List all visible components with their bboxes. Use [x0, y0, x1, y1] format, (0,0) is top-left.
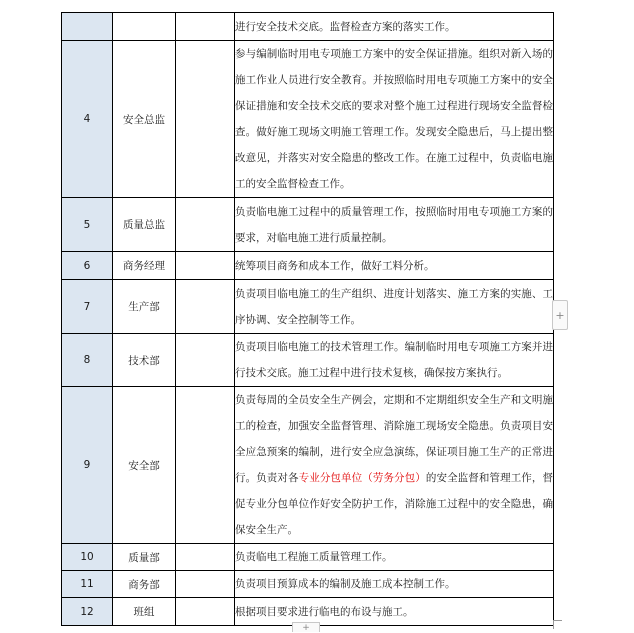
row-number: 7 — [62, 280, 113, 334]
duty-text: 根据项目要求进行临电的布设与施工。 — [235, 598, 554, 626]
highlighted-subcontractor-text: 专业分包单位（劳务分包） — [298, 472, 426, 484]
empty-cell — [176, 571, 235, 598]
table-row — [62, 387, 554, 544]
duty-text: 负责项目预算成本的编制及施工成本控制工作。 — [235, 571, 554, 598]
row-number: 9 — [62, 387, 113, 544]
department-name: 质量部 — [113, 544, 176, 571]
empty-cell — [176, 13, 235, 41]
duty-text: 参与编制临时用电专项施工方案中的安全保证措施。组织对新入场的施工作业人员进行安全教育。并按照临时用电专项施工方案中的安全保证措施和安全技术交底的要求对整个施工过程进行现场安全监督检查。做好施工现场文明施工管理工作。发现安全隐患后，马上提出整改意见，并落实对安全隐患的整改工作。在施工过程中，负责临电施工的安全监督检查工作。 — [235, 41, 554, 198]
row-number: 12 — [62, 598, 113, 626]
row-number: 8 — [62, 334, 113, 387]
empty-cell — [176, 41, 235, 198]
empty-cell — [176, 544, 235, 571]
table-row — [62, 280, 554, 334]
duty-text-part: 的安全监督和管理工作，督促专业分包单位作好安全防护工作，消除施工过程中的安全隐患，确保安全生产。 — [235, 472, 554, 536]
empty-cell — [176, 280, 235, 334]
department-name: 技术部 — [113, 334, 176, 387]
duty-text: 进行安全技术交底。监督检查方案的落实工作。 — [235, 13, 554, 41]
duty-text: 负责项目临电施工的生产组织、进度计划落实、施工方案的实施、工序协调、安全控制等工作。 — [235, 280, 554, 334]
duty-text: 负责项目临电施工的技术管理工作。编制临时用电专项施工方案并进行技术交底。施工过程中进行技术复核，确保按方案执行。 — [235, 334, 554, 387]
table-row — [62, 571, 554, 598]
department-name — [113, 13, 176, 41]
add-row-handle[interactable]: + — [552, 300, 568, 330]
department-name: 安全部 — [113, 387, 176, 544]
row-number: 5 — [62, 198, 113, 252]
responsibility-table — [61, 12, 554, 626]
row-number — [62, 13, 113, 41]
row-number: 6 — [62, 252, 113, 280]
table-row — [62, 544, 554, 571]
row-number: 10 — [62, 544, 113, 571]
duty-text — [235, 387, 554, 544]
empty-cell — [176, 198, 235, 252]
department-name: 生产部 — [113, 280, 176, 334]
empty-cell — [176, 387, 235, 544]
duty-text: 统筹项目商务和成本工作，做好工料分析。 — [235, 252, 554, 280]
table-row — [62, 13, 554, 41]
empty-cell — [176, 252, 235, 280]
empty-cell — [176, 598, 235, 626]
department-name: 班组 — [113, 598, 176, 626]
department-name: 商务经理 — [113, 252, 176, 280]
department-name: 质量总监 — [113, 198, 176, 252]
page-corner-mark — [553, 620, 562, 629]
empty-cell — [176, 334, 235, 387]
add-row-below-handle[interactable]: + — [292, 622, 320, 632]
table-row — [62, 198, 554, 252]
duty-text-part: 负责每周的全员安全生产例会，定期和不定期组织安全生产和文明施工的检查，加强安全监督管理、消除施工现场安全隐患。负责项目安全应急预案的编制，进行安全应急演练，保证项目施工生产的正常进行。负责对各 — [235, 394, 553, 484]
row-number: 4 — [62, 41, 113, 198]
department-name: 安全总监 — [113, 41, 176, 198]
row-number: 11 — [62, 571, 113, 598]
table-row — [62, 334, 554, 387]
table-row — [62, 41, 554, 198]
duty-text: 负责临电工程施工质量管理工作。 — [235, 544, 554, 571]
department-name: 商务部 — [113, 571, 176, 598]
table-row — [62, 252, 554, 280]
duty-text: 负责临电施工过程中的质量管理工作，按照临时用电专项施工方案的要求，对临电施工进行质量控制。 — [235, 198, 554, 252]
